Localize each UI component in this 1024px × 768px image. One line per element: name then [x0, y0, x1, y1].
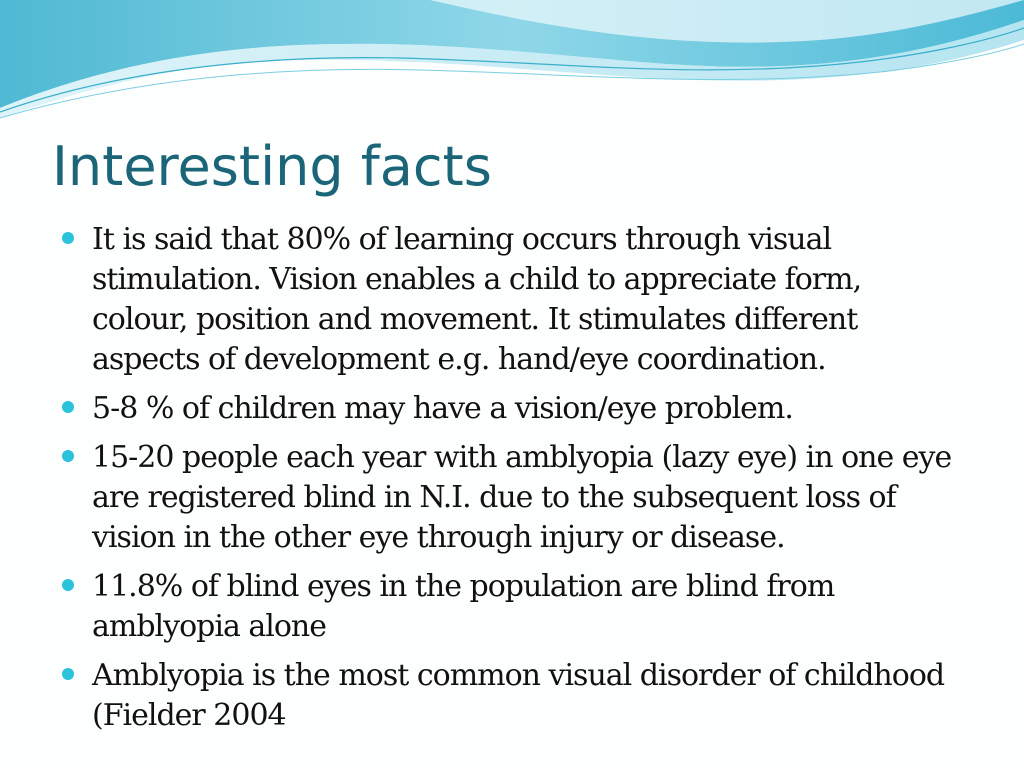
bullet-list [62, 220, 962, 745]
list-item [62, 656, 962, 736]
circle-bullet-icon [62, 401, 74, 413]
bullet-text: 11.8% of blind eyes in the population are blind from amblyopia alone [92, 569, 835, 644]
bullet-text: Amblyopia is the most common visual disorder of childhood (Fielder 2004 [92, 658, 945, 733]
bullet-text: 5-8 % of children may have a vision/eye problem. [92, 391, 793, 426]
circle-bullet-icon [62, 579, 74, 591]
bullet-text: 15-20 people each year with amblyopia (lazy eye) in one eye are registered blind in N.I. due to the subsequent loss of vision in the other eye through injury or disease. [92, 440, 952, 555]
list-item [62, 220, 962, 380]
list-item [62, 567, 962, 647]
list-item [62, 389, 962, 429]
list-item [62, 438, 962, 558]
circle-bullet-icon [62, 668, 74, 680]
circle-bullet-icon [62, 232, 74, 244]
bullet-text: It is said that 80% of learning occurs through visual stimulation. Vision enables a child to appreciate form, colour, position and movement. It stimulates different aspects of development e.g. hand/eye coordination. [92, 222, 862, 377]
slide-title: Interesting facts [52, 135, 492, 198]
circle-bullet-icon [62, 450, 74, 462]
wave-decoration [0, 0, 1024, 130]
